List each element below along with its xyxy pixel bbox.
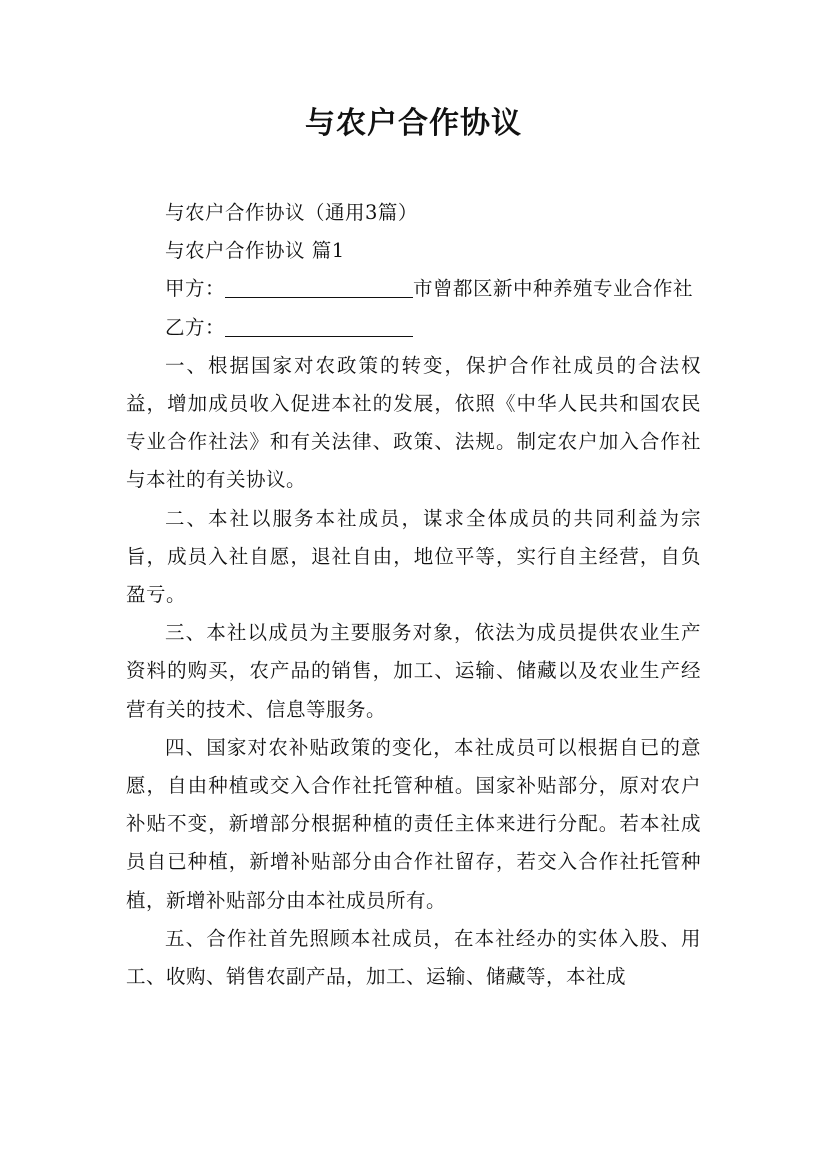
party-a-label: 甲方： xyxy=(165,277,226,301)
party-a-name: 市曾都区新中种养殖专业合作社 xyxy=(413,277,694,301)
clause-paragraph-4: 四、国家对农补贴政策的变化，本社成员可以根据自已的意愿，自由种植或交入合作社托管种植。国家补贴部分，原对农户补贴不变，新增部分根据种植的责任主体来进行分配。若本社成员自已种植，新增补贴部分由合作社留存，若交入合作社托管种植，新增补贴部分由本社成员所有。 xyxy=(126,735,701,912)
party-b-line xyxy=(126,309,701,347)
clause-paragraph-5: 五、合作社首先照顾本社成员，在本社经办的实体入股、用工、收购、销售农副产品，加工、运输、储藏等，本社成 xyxy=(126,926,701,989)
clause-paragraph-3: 三、本社以成员为主要服务对象，依法为成员提供农业生产资料的购买，农产品的销售，加工、运输、储藏以及农业生产经营有关的技术、信息等服务。 xyxy=(126,621,701,721)
section-heading: 与农户合作协议 篇1 xyxy=(165,239,345,263)
party-b-label: 乙方： xyxy=(165,315,226,339)
document-body xyxy=(126,194,701,996)
party-a-line xyxy=(126,270,701,308)
party-a-blank-field[interactable] xyxy=(225,278,413,299)
clause-paragraph-2: 二、本社以服务本社成员，谋求全体成员的共同利益为宗旨，成员入社自愿，退社自由，地位平等，实行自主经营，自负盈亏。 xyxy=(126,506,701,607)
clause-paragraph-1: 一、根据国家对农政策的转变，保护合作社成员的合法权益，增加成员收入促进本社的发展，依照《中华人民共和国农民专业合作社法》和有关法律、政策、法规。制定农户加入合作社与本社的有关协议。 xyxy=(126,353,701,492)
document-title: 与农户合作协议 xyxy=(305,106,522,141)
party-b-blank-field[interactable] xyxy=(225,316,413,337)
document-subtitle: 与农户合作协议（通用3篇） xyxy=(165,201,418,224)
